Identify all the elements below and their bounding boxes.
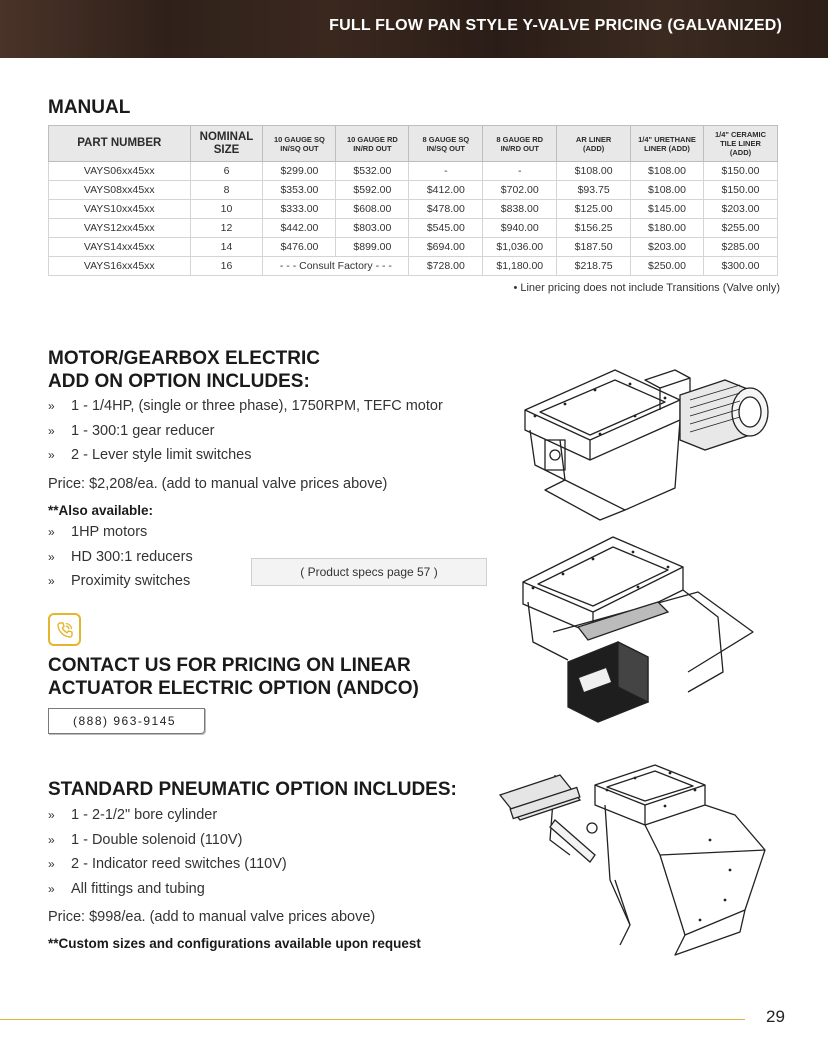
bullet-icon: » <box>48 574 55 588</box>
table-cell: VAYS10xx45xx <box>49 200 191 219</box>
table-cell: 14 <box>190 238 263 257</box>
pneumatic-list <box>48 803 287 901</box>
table-cell: $108.00 <box>631 181 704 200</box>
column-header: 10 GAUGE SQ IN/SQ OUT <box>263 126 336 162</box>
motor-heading-line2: ADD ON OPTION INCLUDES: <box>48 371 310 392</box>
table-cell: $125.00 <box>557 200 631 219</box>
table-cell: - <box>409 162 483 181</box>
bullet-icon: » <box>48 881 55 896</box>
list-item: » 1 - 300:1 gear reducer <box>48 419 443 444</box>
table-cell: $218.75 <box>557 257 631 276</box>
bullet-icon: » <box>48 423 55 438</box>
pneumatic-price: Price: $998/ea. (add to manual valve prices above) <box>48 909 376 925</box>
motor-list <box>48 394 443 468</box>
table-cell: $940.00 <box>483 219 557 238</box>
bullet-icon: » <box>48 808 55 822</box>
also-available-list <box>48 520 193 594</box>
table-cell: $93.75 <box>557 181 631 200</box>
table-cell: $285.00 <box>703 238 777 257</box>
table-cell: $545.00 <box>409 219 483 238</box>
bullet-icon: » <box>48 832 55 847</box>
column-header: NOMINAL SIZE <box>190 126 263 162</box>
table-cell: $838.00 <box>483 200 557 219</box>
motor-heading <box>48 347 320 393</box>
column-header: AR LINER (ADD) <box>557 126 631 162</box>
table-cell: $532.00 <box>336 162 409 181</box>
table-cell: 12 <box>190 219 263 238</box>
table-cell: $108.00 <box>631 162 704 181</box>
pricing-table <box>48 125 778 276</box>
manual-heading: MANUAL <box>48 97 131 118</box>
table-cell: $108.00 <box>557 162 631 181</box>
linear-actuator-valve-illustration <box>508 532 763 732</box>
bullet-icon: » <box>48 399 55 413</box>
pneumatic-heading: STANDARD PNEUMATIC OPTION INCLUDES: <box>48 779 457 800</box>
table-row <box>49 162 778 181</box>
table-cell: $899.00 <box>336 238 409 257</box>
list-item: » 2 - Lever style limit switches <box>48 443 443 468</box>
bullet-icon: » <box>48 857 55 871</box>
table-cell: $156.25 <box>557 219 631 238</box>
footer-divider <box>0 1019 745 1020</box>
column-header: 8 GAUGE SQ IN/SQ OUT <box>409 126 483 162</box>
table-cell: $1,180.00 <box>483 257 557 276</box>
table-cell: $803.00 <box>336 219 409 238</box>
table-cell: $300.00 <box>703 257 777 276</box>
table-cell: $728.00 <box>409 257 483 276</box>
also-available-heading: **Also available: <box>48 503 154 518</box>
motor-heading-line1: MOTOR/GEARBOX ELECTRIC <box>48 348 320 369</box>
bullet-icon: » <box>48 549 55 564</box>
table-cell: $150.00 <box>703 181 777 200</box>
table-cell: $478.00 <box>409 200 483 219</box>
phone-number-link[interactable]: (888) 963-9145 <box>48 708 205 734</box>
table-cell: 10 <box>190 200 263 219</box>
table-row <box>49 219 778 238</box>
table-cell: VAYS06xx45xx <box>49 162 191 181</box>
table-cell: $145.00 <box>631 200 704 219</box>
table-cell: 16 <box>190 257 263 276</box>
list-item: » 1 - 1/4HP, (single or three phase), 1750RPM, TEFC motor <box>48 394 443 419</box>
table-cell: $187.50 <box>557 238 631 257</box>
column-header: 10 GAUGE RD IN/RD OUT <box>336 126 409 162</box>
table-cell: $442.00 <box>263 219 336 238</box>
custom-sizes-note: **Custom sizes and configurations available upon request <box>48 936 421 951</box>
table-cell: $592.00 <box>336 181 409 200</box>
pneumatic-valve-illustration <box>495 760 780 960</box>
table-cell: VAYS14xx45xx <box>49 238 191 257</box>
motor-gearbox-valve-illustration <box>505 360 785 525</box>
list-item: » 1 - 2-1/2" bore cylinder <box>48 803 287 828</box>
table-row <box>49 181 778 200</box>
table-cell: $250.00 <box>631 257 704 276</box>
phone-icon <box>48 613 81 646</box>
motor-price: Price: $2,208/ea. (add to manual valve prices above) <box>48 476 388 492</box>
column-header: 1/4" URETHANE LINER (ADD) <box>631 126 704 162</box>
contact-heading <box>48 654 419 700</box>
table-cell: 8 <box>190 181 263 200</box>
table-cell: $476.00 <box>263 238 336 257</box>
table-row <box>49 200 778 219</box>
list-item: » 1 - Double solenoid (110V) <box>48 828 287 853</box>
contact-heading-line1: CONTACT US FOR PRICING ON LINEAR <box>48 655 411 676</box>
table-cell: $694.00 <box>409 238 483 257</box>
list-item: » 2 - Indicator reed switches (110V) <box>48 852 287 877</box>
product-specs-note: ( Product specs page 57 ) <box>251 558 487 586</box>
table-cell: $203.00 <box>703 200 777 219</box>
table-cell: $1,036.00 <box>483 238 557 257</box>
table-cell: VAYS12xx45xx <box>49 219 191 238</box>
table-cell: 6 <box>190 162 263 181</box>
table-cell: $203.00 <box>631 238 704 257</box>
list-item: » All fittings and tubing <box>48 877 287 902</box>
table-cell: $608.00 <box>336 200 409 219</box>
column-header: 1/4" CERAMIC TILE LINER (ADD) <box>703 126 777 162</box>
bullet-icon: » <box>48 448 55 462</box>
table-cell: VAYS08xx45xx <box>49 181 191 200</box>
table-cell: $299.00 <box>263 162 336 181</box>
table-cell: $255.00 <box>703 219 777 238</box>
table-row <box>49 238 778 257</box>
column-header: PART NUMBER <box>49 126 191 162</box>
table-cell: $353.00 <box>263 181 336 200</box>
table-header-row <box>49 126 778 162</box>
list-item: » HD 300:1 reducers <box>48 545 193 570</box>
table-cell: - <box>483 162 557 181</box>
page-number: 29 <box>766 1007 785 1026</box>
page-title: FULL FLOW PAN STYLE Y-VALVE PRICING (GALVANIZED) <box>329 17 782 34</box>
liner-note: • Liner pricing does not include Transitions (Valve only) <box>513 282 780 294</box>
table-row <box>49 257 778 276</box>
table-cell: $702.00 <box>483 181 557 200</box>
table-cell: $333.00 <box>263 200 336 219</box>
consult-factory-cell: - - - Consult Factory - - - <box>263 257 409 276</box>
list-item: » Proximity switches <box>48 569 193 594</box>
column-header: 8 GAUGE RD IN/RD OUT <box>483 126 557 162</box>
header-banner <box>0 0 828 58</box>
bullet-icon: » <box>48 525 55 539</box>
table-cell: $180.00 <box>631 219 704 238</box>
list-item: » 1HP motors <box>48 520 193 545</box>
contact-heading-line2: ACTUATOR ELECTRIC OPTION (ANDCO) <box>48 678 419 699</box>
table-cell: VAYS16xx45xx <box>49 257 191 276</box>
table-cell: $150.00 <box>703 162 777 181</box>
table-cell: $412.00 <box>409 181 483 200</box>
